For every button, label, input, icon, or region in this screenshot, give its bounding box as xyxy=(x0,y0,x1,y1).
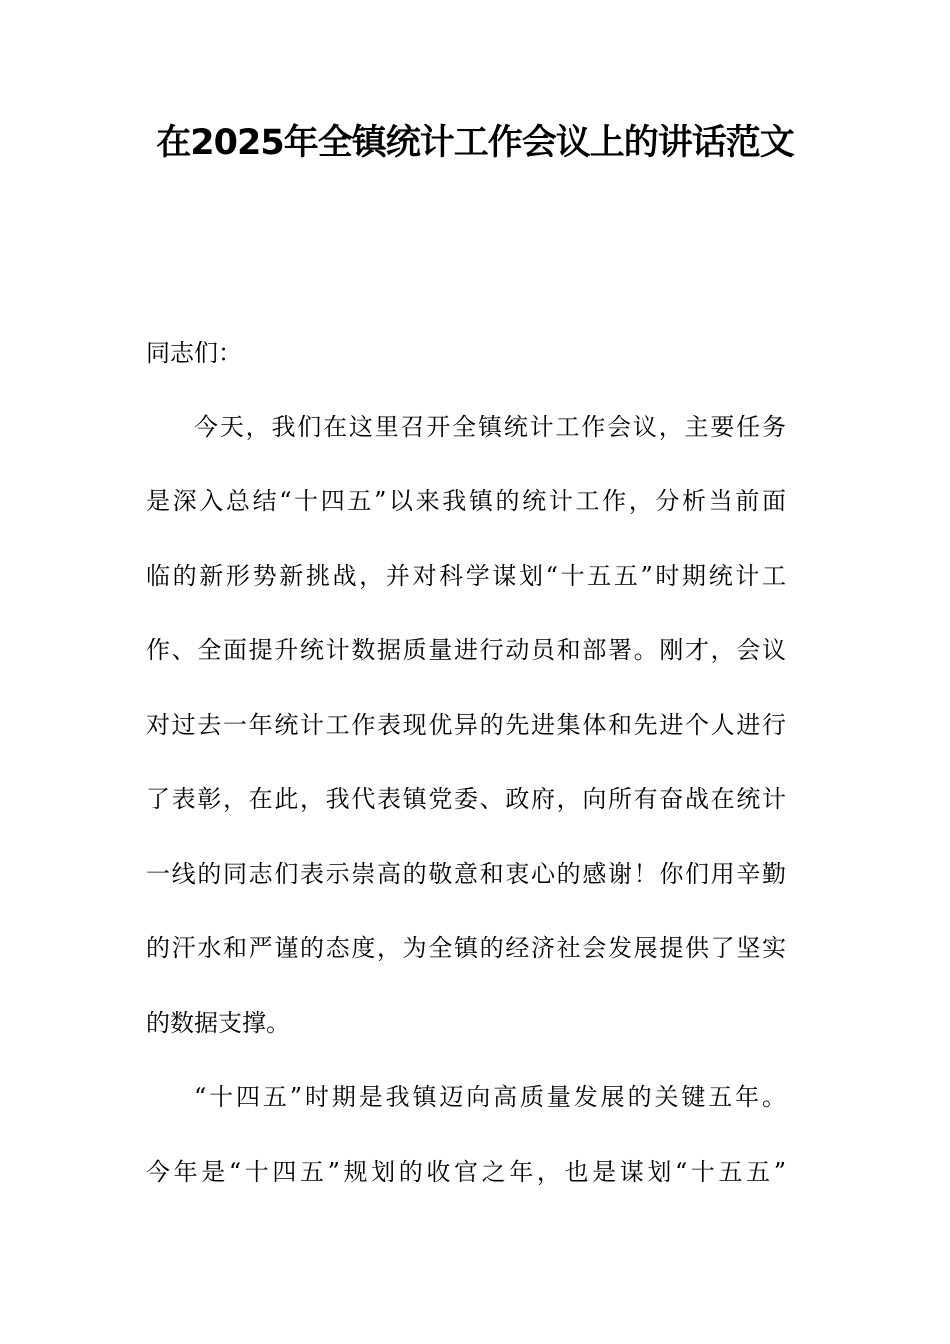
paragraph-line: 的数据支撑。 xyxy=(146,1009,290,1037)
paragraph-line: 今年是“十四五”规划的收官之年，也是谋划“十五五” xyxy=(146,1158,786,1186)
paragraph-line: 作、全面提升统计数据质量进行动员和部署。刚才，会议 xyxy=(146,636,786,664)
paragraph-line: 的汗水和严谨的态度，为全镇的经济社会发展提供了坚实 xyxy=(146,934,786,962)
paragraph-line: 了表彰，在此，我代表镇党委、政府，向所有奋战在统计 xyxy=(146,785,786,813)
paragraph-line: 一线的同志们表示崇高的敬意和衷心的感谢！你们用辛勤 xyxy=(146,860,786,888)
document-title: 在2025年全镇统计工作会议上的讲话范文 xyxy=(156,123,794,163)
paragraph-line: 是深入总结“十四五”以来我镇的统计工作，分析当前面 xyxy=(146,487,786,515)
paragraph-line: 临的新形势新挑战，并对科学谋划“十五五”时期统计工 xyxy=(146,562,786,590)
paragraph-line: “十四五”时期是我镇迈向高质量发展的关键五年。 xyxy=(194,1083,786,1111)
paragraph-line: 对过去一年统计工作表现优异的先进集体和先进个人进行 xyxy=(146,711,786,739)
greeting: 同志们： xyxy=(146,339,242,367)
paragraph-line: 今天，我们在这里召开全镇统计工作会议，主要任务 xyxy=(194,413,786,441)
